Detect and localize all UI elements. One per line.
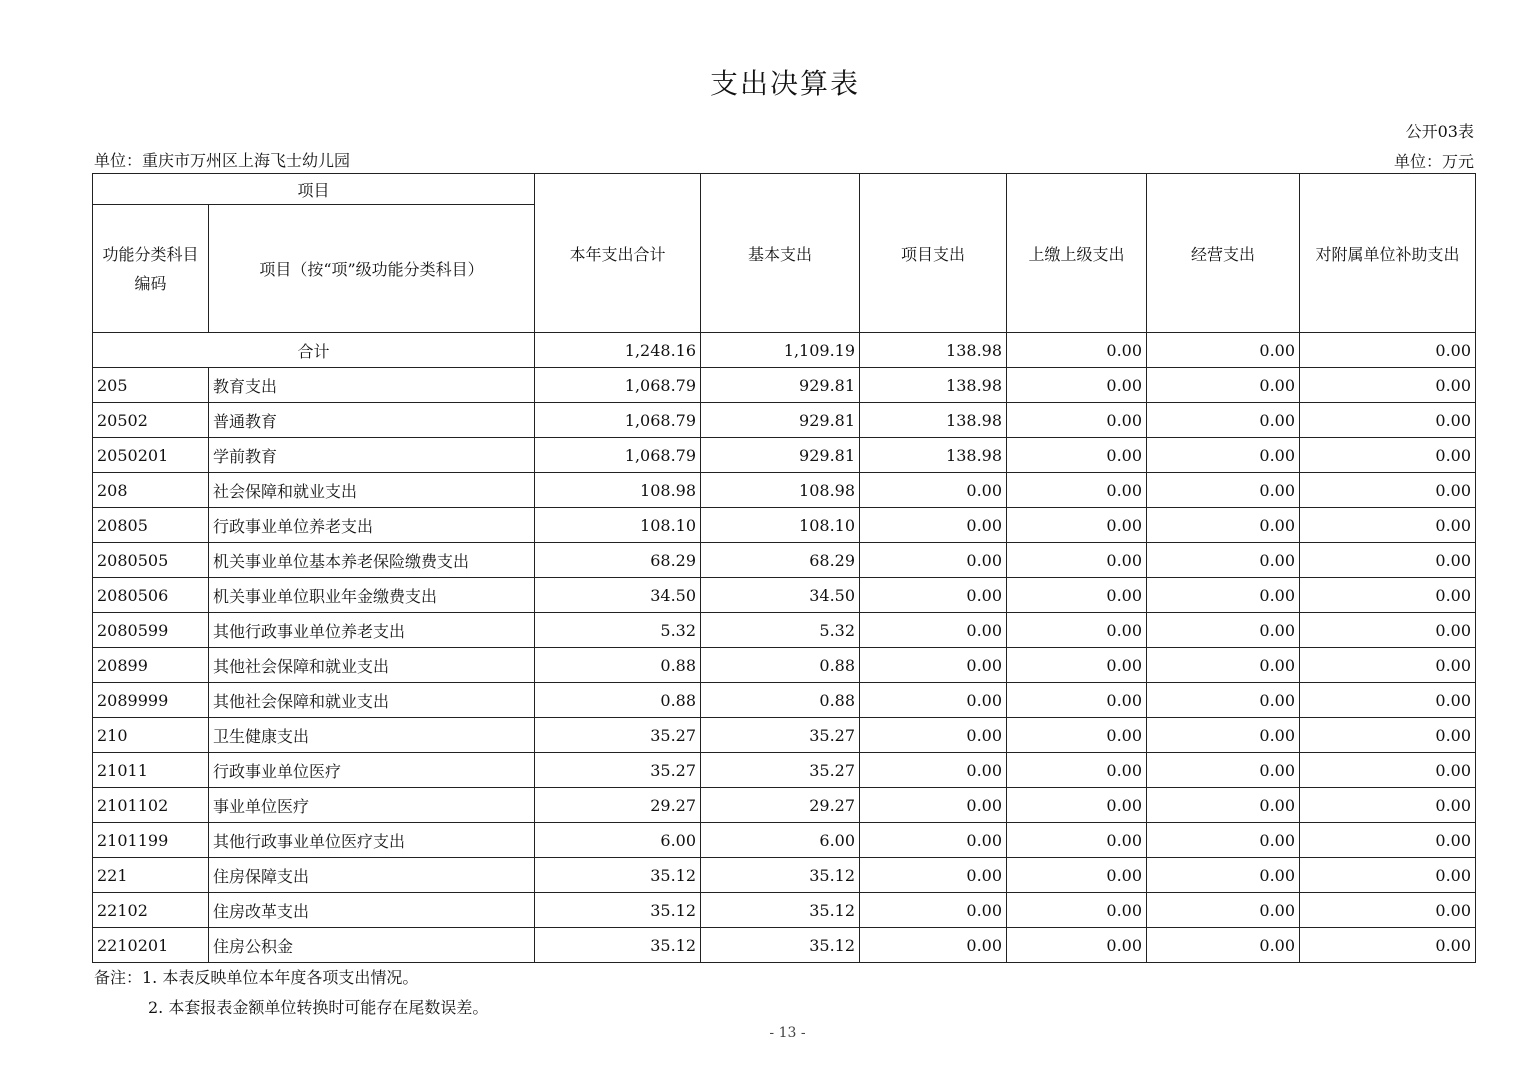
- row-value: 35.27: [701, 753, 860, 788]
- row-code: 20502: [93, 403, 209, 438]
- row-name: 机关事业单位基本养老保险缴费支出: [209, 543, 535, 578]
- row-value: 0.00: [1300, 648, 1476, 683]
- row-code: 2080506: [93, 578, 209, 613]
- row-name: 其他社会保障和就业支出: [209, 683, 535, 718]
- row-value: 0.00: [1300, 368, 1476, 403]
- row-value: 929.81: [701, 438, 860, 473]
- row-code: 210: [93, 718, 209, 753]
- table-row: [93, 753, 1476, 788]
- row-value: 0.00: [1147, 753, 1300, 788]
- notes: [94, 963, 488, 1023]
- header-subsidy: 对附属单位补助支出: [1300, 174, 1476, 333]
- total-value: 1,248.16: [535, 333, 701, 368]
- row-value: 0.88: [535, 683, 701, 718]
- row-value: 0.00: [1007, 403, 1147, 438]
- row-value: 35.27: [701, 718, 860, 753]
- row-value: 0.00: [860, 788, 1007, 823]
- row-value: 0.00: [1007, 683, 1147, 718]
- row-value: 0.00: [1147, 473, 1300, 508]
- table-row: [93, 508, 1476, 543]
- row-value: 138.98: [860, 438, 1007, 473]
- row-value: 108.10: [535, 508, 701, 543]
- row-name: 机关事业单位职业年金缴费支出: [209, 578, 535, 613]
- row-value: 0.00: [1007, 788, 1147, 823]
- row-value: 138.98: [860, 368, 1007, 403]
- table-row: [93, 543, 1476, 578]
- row-value: 0.00: [1300, 543, 1476, 578]
- header-project: 项目: [93, 174, 535, 205]
- row-value: 0.00: [1007, 718, 1147, 753]
- row-value: 0.00: [860, 683, 1007, 718]
- row-name: 教育支出: [209, 368, 535, 403]
- row-value: 0.00: [1007, 648, 1147, 683]
- total-label: 合计: [93, 333, 535, 368]
- row-value: 0.00: [1300, 683, 1476, 718]
- header-upper-payment: 上缴上级支出: [1007, 174, 1147, 333]
- row-name: 住房改革支出: [209, 893, 535, 928]
- row-code: 205: [93, 368, 209, 403]
- row-value: 108.98: [535, 473, 701, 508]
- row-value: 0.00: [1300, 613, 1476, 648]
- row-value: 0.00: [860, 613, 1007, 648]
- row-value: 0.00: [1007, 578, 1147, 613]
- row-value: 0.00: [1300, 823, 1476, 858]
- row-code: 2080505: [93, 543, 209, 578]
- row-value: 0.00: [1007, 473, 1147, 508]
- header-total: 本年支出合计: [535, 174, 701, 333]
- row-value: 34.50: [535, 578, 701, 613]
- row-name: 其他行政事业单位养老支出: [209, 613, 535, 648]
- row-value: 0.00: [1300, 753, 1476, 788]
- row-code: 208: [93, 473, 209, 508]
- row-value: 0.88: [701, 648, 860, 683]
- row-value: 0.00: [1300, 893, 1476, 928]
- row-value: 0.00: [860, 473, 1007, 508]
- row-code: 2101102: [93, 788, 209, 823]
- row-value: 0.00: [860, 928, 1007, 963]
- organization-unit: 单位：重庆市万州区上海飞士幼儿园: [94, 151, 351, 170]
- row-value: 0.00: [1300, 858, 1476, 893]
- row-value: 0.00: [1007, 823, 1147, 858]
- row-value: 0.00: [1007, 508, 1147, 543]
- table-row: [93, 718, 1476, 753]
- row-value: 0.00: [1300, 718, 1476, 753]
- table-row: [93, 683, 1476, 718]
- form-number: 公开03表: [1405, 122, 1474, 141]
- row-value: 0.00: [1007, 893, 1147, 928]
- row-value: 0.00: [1300, 508, 1476, 543]
- total-row: [93, 333, 1476, 368]
- expenditure-table: [92, 173, 1476, 963]
- row-value: 68.29: [535, 543, 701, 578]
- header-project-expenditure: 项目支出: [860, 174, 1007, 333]
- note-1: 备注：1. 本表反映单位本年度各项支出情况。: [94, 968, 419, 987]
- row-code: 20805: [93, 508, 209, 543]
- row-value: 35.27: [535, 753, 701, 788]
- row-name: 普通教育: [209, 403, 535, 438]
- row-name: 社会保障和就业支出: [209, 473, 535, 508]
- table-row: [93, 613, 1476, 648]
- header-code: 功能分类科目编码: [93, 205, 209, 333]
- row-value: 6.00: [535, 823, 701, 858]
- table-row: [93, 788, 1476, 823]
- row-value: 138.98: [860, 403, 1007, 438]
- row-value: 0.00: [860, 508, 1007, 543]
- row-value: 0.00: [1147, 438, 1300, 473]
- row-value: 68.29: [701, 543, 860, 578]
- row-code: 2210201: [93, 928, 209, 963]
- row-value: 0.00: [860, 543, 1007, 578]
- table-row: [93, 928, 1476, 963]
- row-value: 35.12: [535, 928, 701, 963]
- row-value: 108.10: [701, 508, 860, 543]
- row-code: 221: [93, 858, 209, 893]
- row-code: 20899: [93, 648, 209, 683]
- row-code: 22102: [93, 893, 209, 928]
- total-value: 0.00: [1147, 333, 1300, 368]
- row-value: 0.00: [1300, 473, 1476, 508]
- row-value: 0.00: [1147, 403, 1300, 438]
- page-title: 支出决算表: [709, 67, 860, 100]
- row-value: 5.32: [535, 613, 701, 648]
- row-value: 0.00: [1147, 648, 1300, 683]
- row-value: 35.12: [701, 928, 860, 963]
- row-name: 行政事业单位养老支出: [209, 508, 535, 543]
- row-name: 其他行政事业单位医疗支出: [209, 823, 535, 858]
- row-value: 0.00: [1007, 543, 1147, 578]
- currency-unit: 单位：万元: [1393, 152, 1474, 171]
- row-value: 0.00: [860, 578, 1007, 613]
- row-value: 1,068.79: [535, 438, 701, 473]
- row-value: 0.00: [1147, 543, 1300, 578]
- row-value: 0.00: [1300, 578, 1476, 613]
- page-number: - 13 -: [769, 1025, 806, 1041]
- row-value: 0.00: [1007, 438, 1147, 473]
- row-value: 35.12: [535, 893, 701, 928]
- row-value: 0.00: [860, 823, 1007, 858]
- table-row: [93, 823, 1476, 858]
- table-row: [93, 893, 1476, 928]
- row-value: 0.00: [860, 648, 1007, 683]
- row-value: 0.88: [701, 683, 860, 718]
- row-value: 0.00: [1300, 438, 1476, 473]
- row-value: 35.12: [535, 858, 701, 893]
- row-code: 2089999: [93, 683, 209, 718]
- row-value: 0.00: [1147, 858, 1300, 893]
- row-value: 1,068.79: [535, 368, 701, 403]
- table-row: [93, 438, 1476, 473]
- row-value: 0.00: [1147, 893, 1300, 928]
- header-business: 经营支出: [1147, 174, 1300, 333]
- table-row: [93, 368, 1476, 403]
- row-value: 0.00: [1300, 928, 1476, 963]
- row-code: 21011: [93, 753, 209, 788]
- row-value: 5.32: [701, 613, 860, 648]
- row-code: 2080599: [93, 613, 209, 648]
- row-value: 6.00: [701, 823, 860, 858]
- header-basic: 基本支出: [701, 174, 860, 333]
- table-row: [93, 858, 1476, 893]
- row-value: 0.00: [860, 753, 1007, 788]
- row-value: 29.27: [535, 788, 701, 823]
- row-value: 929.81: [701, 368, 860, 403]
- row-value: 0.00: [1147, 788, 1300, 823]
- row-value: 0.00: [1147, 823, 1300, 858]
- row-name: 学前教育: [209, 438, 535, 473]
- row-code: 2050201: [93, 438, 209, 473]
- total-value: 138.98: [860, 333, 1007, 368]
- row-value: 1,068.79: [535, 403, 701, 438]
- row-value: 35.12: [701, 858, 860, 893]
- row-name: 住房保障支出: [209, 858, 535, 893]
- row-value: 929.81: [701, 403, 860, 438]
- row-value: 0.00: [1147, 928, 1300, 963]
- row-name: 事业单位医疗: [209, 788, 535, 823]
- row-value: 0.00: [1147, 718, 1300, 753]
- row-value: 0.00: [1300, 403, 1476, 438]
- row-value: 0.00: [1147, 368, 1300, 403]
- row-value: 108.98: [701, 473, 860, 508]
- total-value: 1,109.19: [701, 333, 860, 368]
- row-value: 0.00: [1007, 858, 1147, 893]
- row-value: 0.00: [1007, 928, 1147, 963]
- row-value: 0.00: [860, 893, 1007, 928]
- row-value: 0.00: [1147, 613, 1300, 648]
- row-code: 2101199: [93, 823, 209, 858]
- row-value: 0.00: [860, 858, 1007, 893]
- row-value: 29.27: [701, 788, 860, 823]
- row-value: 0.00: [1007, 613, 1147, 648]
- row-value: 35.12: [701, 893, 860, 928]
- row-value: 0.00: [1007, 368, 1147, 403]
- table-row: [93, 648, 1476, 683]
- row-value: 34.50: [701, 578, 860, 613]
- table-row: [93, 473, 1476, 508]
- row-name: 卫生健康支出: [209, 718, 535, 753]
- row-name: 住房公积金: [209, 928, 535, 963]
- table-row: [93, 578, 1476, 613]
- row-value: 0.88: [535, 648, 701, 683]
- row-name: 行政事业单位医疗: [209, 753, 535, 788]
- row-value: 0.00: [1147, 683, 1300, 718]
- row-value: 35.27: [535, 718, 701, 753]
- table-row: [93, 403, 1476, 438]
- total-value: 0.00: [1300, 333, 1476, 368]
- row-value: 0.00: [1147, 508, 1300, 543]
- total-value: 0.00: [1007, 333, 1147, 368]
- row-value: 0.00: [1300, 788, 1476, 823]
- row-name: 其他社会保障和就业支出: [209, 648, 535, 683]
- note-2: 2. 本套报表金额单位转换时可能存在尾数误差。: [148, 998, 489, 1017]
- row-value: 0.00: [1147, 578, 1300, 613]
- row-value: 0.00: [860, 718, 1007, 753]
- row-value: 0.00: [1007, 753, 1147, 788]
- header-name: 项目（按“项”级功能分类科目）: [209, 205, 535, 333]
